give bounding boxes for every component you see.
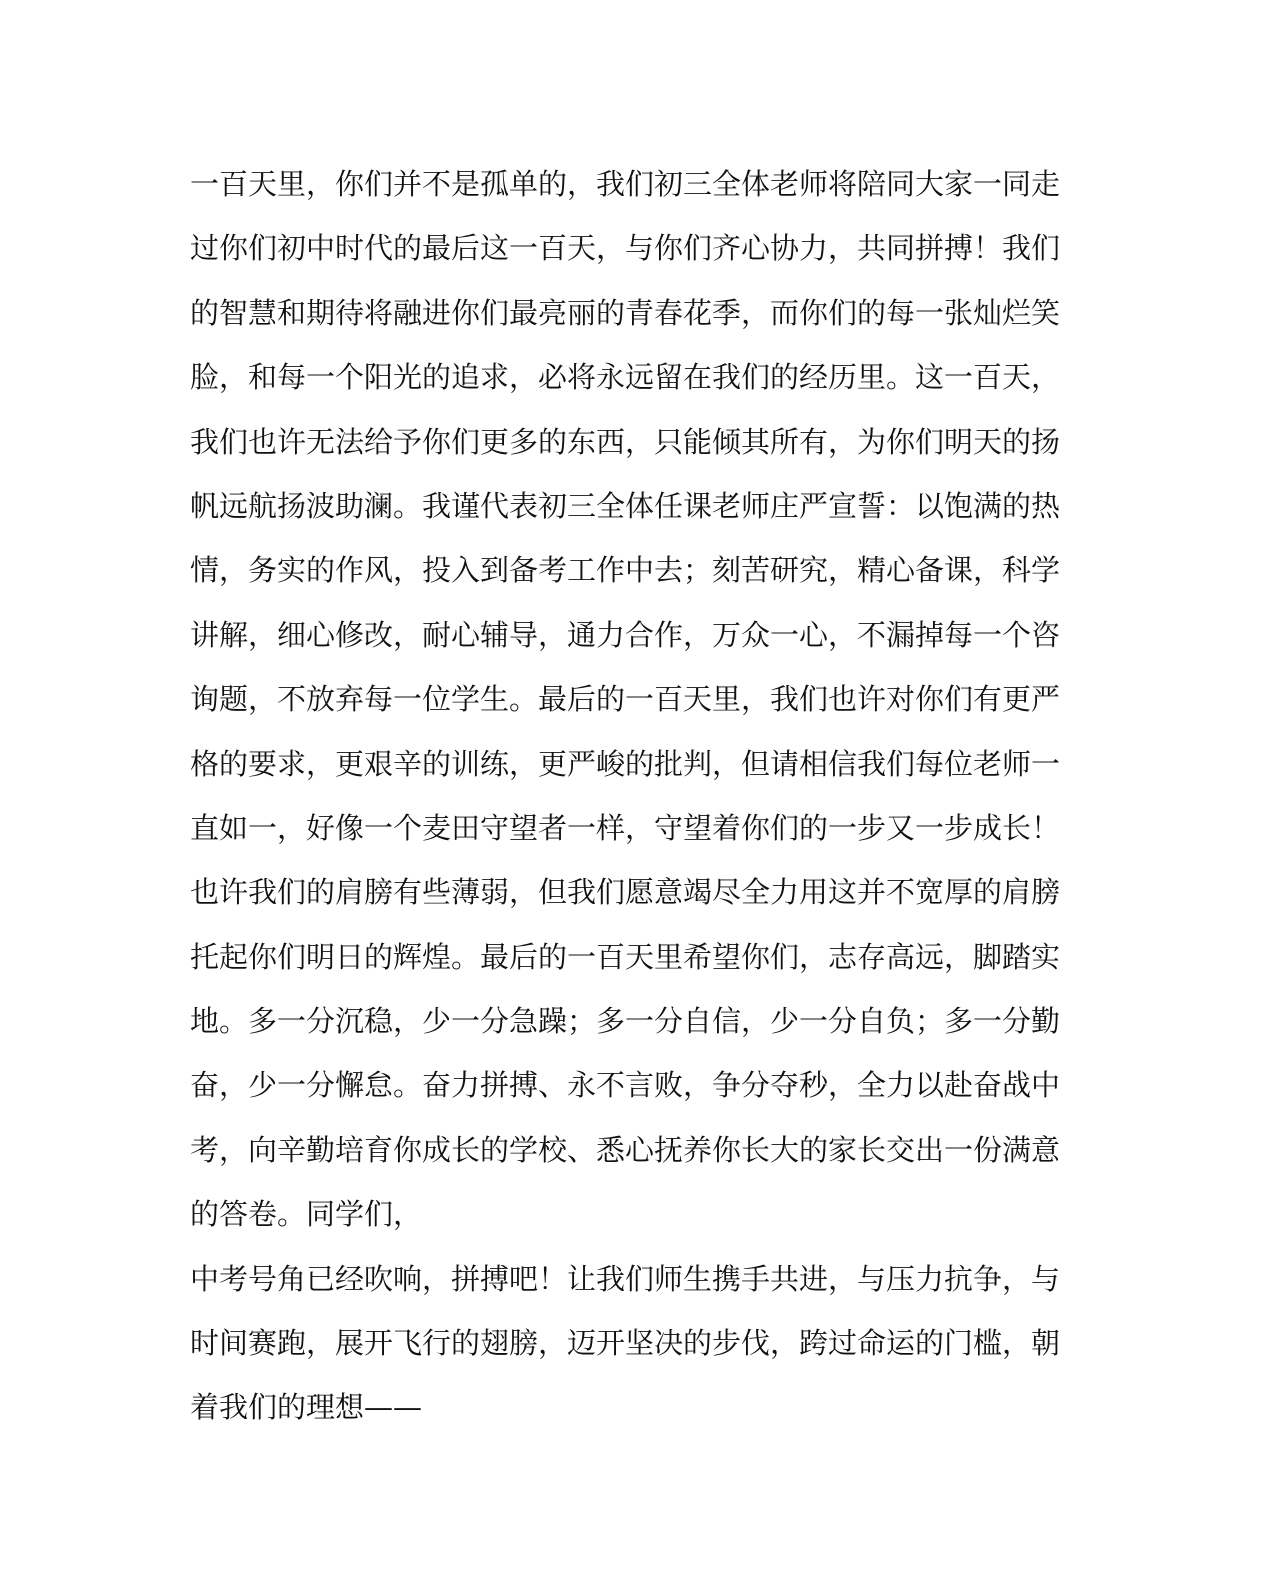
text-line: 直如一，好像一个麦田守望者一样，守望着你们的一步又一步成长！ — [190, 810, 1060, 845]
text-line: 一百天里，你们并不是孤单的，我们初三全体老师将陪同大家一同走 — [190, 167, 1060, 201]
text-line: 的智慧和期待将融进你们最亮丽的青春花季，而你们的每一张灿烂笑 — [190, 295, 1060, 330]
text-line: 询题，不放弃每一位学生。最后的一百天里，我们也许对你们有更严 — [190, 682, 1060, 717]
text-line: 讲解，细心修改，耐心辅导，通力合作，万众一心，不漏掉每一个咨 — [190, 617, 1060, 652]
text-line: 的答卷。同学们， — [190, 1197, 423, 1232]
text-line: 托起你们明日的辉煌。最后的一百天里希望你们，志存高远，脚踏实 — [190, 939, 1060, 974]
body-text — [190, 152, 1060, 1440]
text-line: 格的要求，更艰辛的训练，更严峻的批判，但请相信我们每位老师一 — [190, 746, 1060, 781]
text-line: 情，务实的作风，投入到备考工作中去；刻苦研究，精心备课，科学 — [190, 553, 1060, 588]
text-line: 脸，和每一个阳光的追求，必将永远留在我们的经历里。这一百天， — [190, 360, 1060, 395]
text-line: 地。多一分沉稳，少一分急躁；多一分自信，少一分自负；多一分勤 — [190, 1004, 1060, 1039]
text-line: 奋，少一分懈怠。奋力拼搏、永不言败，争分夺秒，全力以赴奋战中 — [190, 1068, 1060, 1103]
text-line: 帆远航扬波助澜。我谨代表初三全体任课老师庄严宣誓：以饱满的热 — [190, 488, 1060, 523]
text-line: 中考号角已经吹响，拼搏吧！让我们师生携手共进，与压力抗争，与 — [190, 1261, 1060, 1296]
text-line: 我们也许无法给予你们更多的东西，只能倾其所有，为你们明天的扬 — [190, 424, 1060, 459]
text-line: 过你们初中时代的最后这一百天，与你们齐心协力，共同拼搏！我们 — [190, 231, 1060, 266]
text-line: 时间赛跑，展开飞行的翅膀，迈开坚决的步伐，跨过命运的门槛，朝 — [190, 1326, 1060, 1361]
text-line: 也许我们的肩膀有些薄弱，但我们愿意竭尽全力用这并不宽厚的肩膀 — [190, 875, 1060, 910]
text-line: 着我们的理想—— — [190, 1390, 423, 1425]
text-line: 考，向辛勤培育你成长的学校、悉心抚养你长大的家长交出一份满意 — [190, 1132, 1060, 1167]
